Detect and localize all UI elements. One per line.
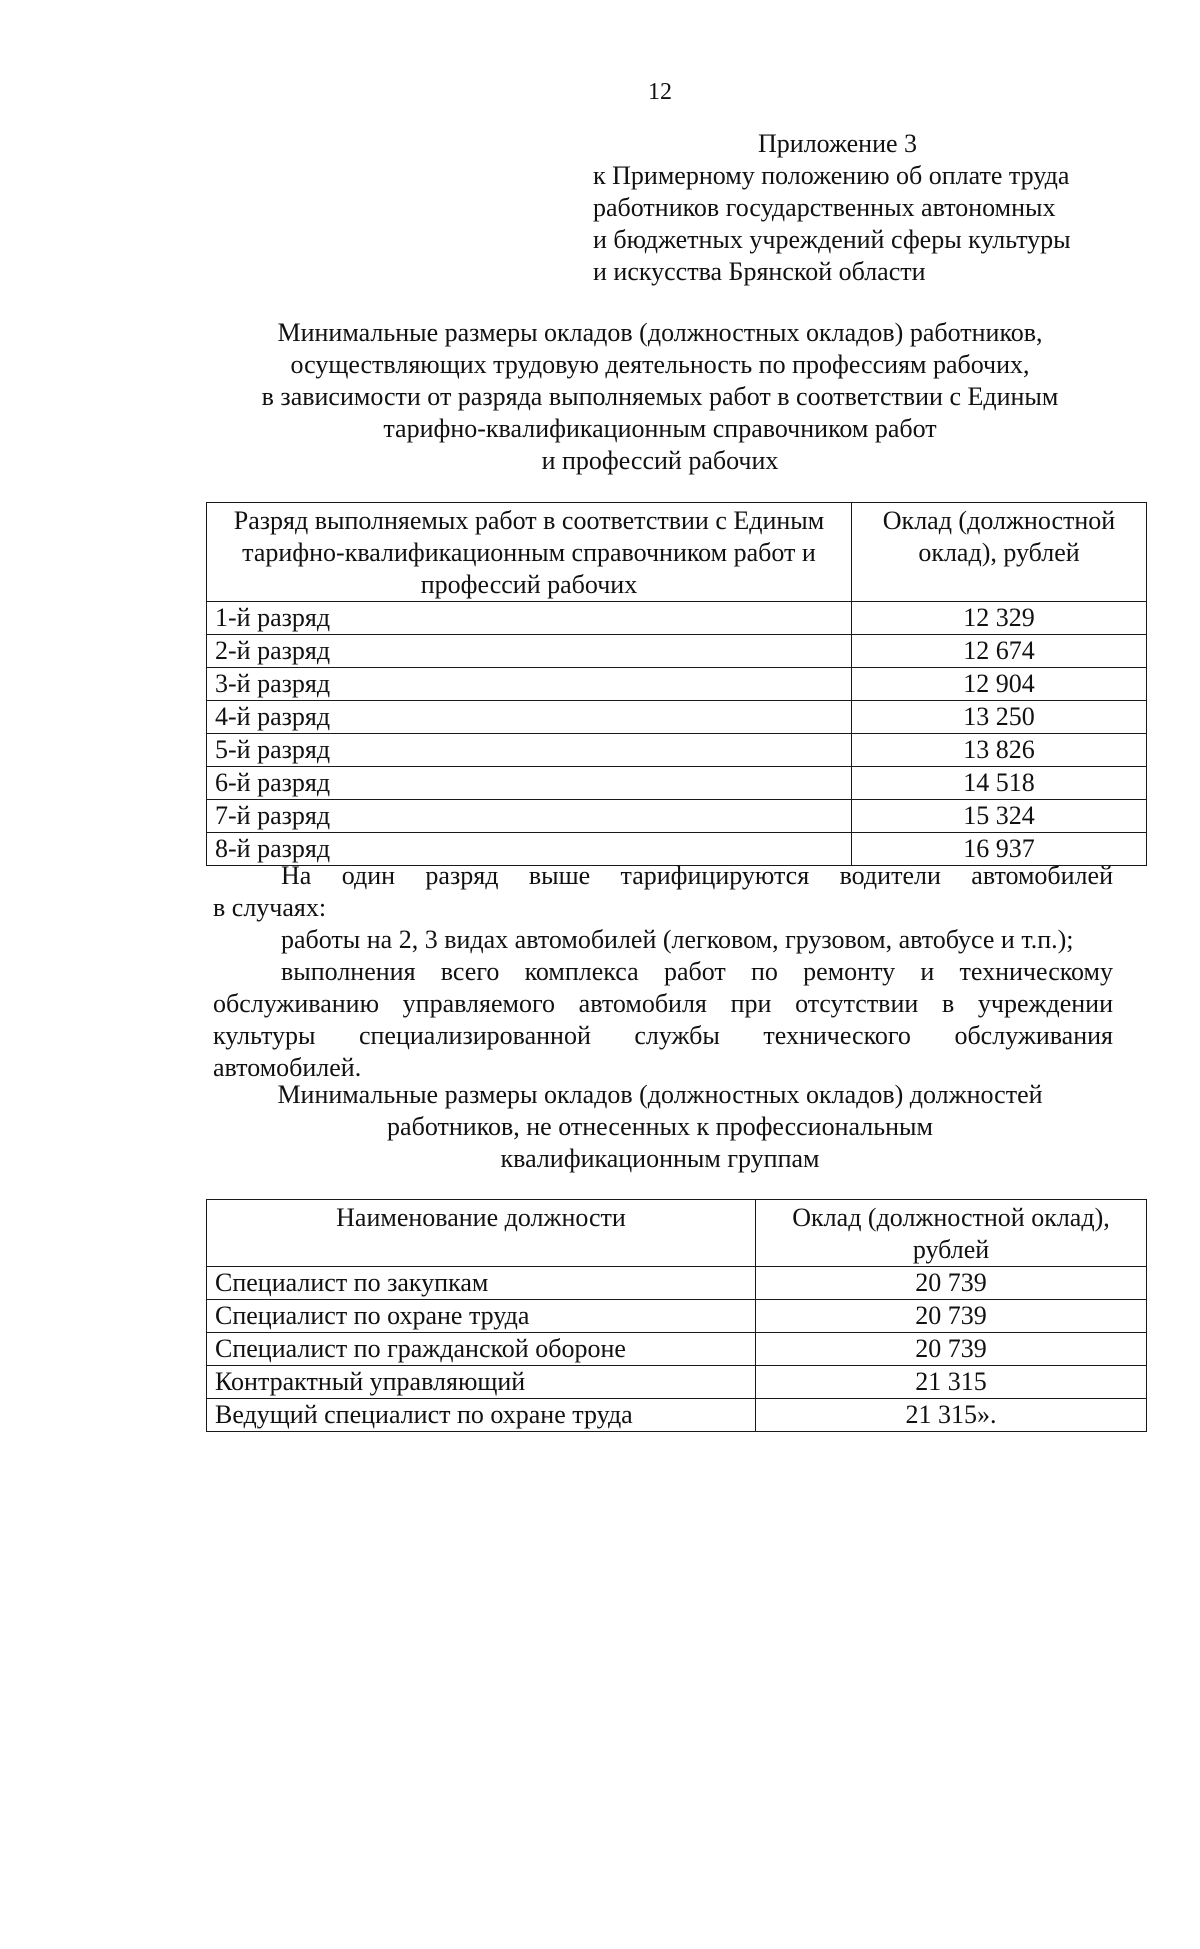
- position-cell: Ведущий специалист по охране труда: [207, 1399, 756, 1432]
- position-cell: Специалист по охране труда: [207, 1300, 756, 1333]
- grade-cell: 7-й разряд: [207, 800, 852, 833]
- table-row: [207, 1366, 1147, 1399]
- grade-salary-table: [206, 502, 1147, 866]
- column-header-salary: Оклад (должностной оклад), рублей: [756, 1200, 1147, 1267]
- page-number: 12: [648, 79, 672, 105]
- note-intro: На один разряд выше тарифицируются водители автомобилей: [281, 861, 1113, 890]
- section1-heading: [206, 317, 1114, 477]
- position-cell: Специалист по гражданской обороне: [207, 1333, 756, 1366]
- table-row: [207, 1300, 1147, 1333]
- grade-cell: 2-й разряд: [207, 635, 852, 668]
- note-item: работы на 2, 3 видах автомобилей (легковом, грузовом, автобусе и т.п.);: [281, 925, 1074, 954]
- table-row: [207, 701, 1147, 734]
- appendix-line: и бюджетных учреждений сферы культуры: [593, 225, 1071, 254]
- table-row: [207, 602, 1147, 635]
- salary-cell: 13 826: [852, 734, 1147, 767]
- column-header-salary: Оклад (должностной оклад), рублей: [852, 503, 1147, 602]
- heading-line: тарифно-квалификационным справочником работ: [383, 414, 937, 443]
- salary-cell: 12 904: [852, 668, 1147, 701]
- salary-cell: 20 739: [756, 1300, 1147, 1333]
- heading-line: Минимальные размеры окладов (должностных окладов) должностей: [277, 1080, 1043, 1109]
- heading-line: осуществляющих трудовую деятельность по профессиям рабочих,: [290, 350, 1030, 379]
- column-header-grade: Разряд выполняемых работ в соответствии с Единым тарифно-квалификационным справочником работ и профессий рабочих: [207, 503, 852, 602]
- note-intro-continuation: в случаях:: [213, 893, 327, 922]
- salary-cell: 14 518: [852, 767, 1147, 800]
- table-row: [207, 1399, 1147, 1432]
- salary-cell: 12 329: [852, 602, 1147, 635]
- heading-line: и профессий рабочих: [541, 446, 779, 475]
- heading-line: Минимальные размеры окладов (должностных окладов) работников,: [277, 318, 1043, 347]
- grade-cell: 3-й разряд: [207, 668, 852, 701]
- grade-cell: 4-й разряд: [207, 701, 852, 734]
- heading-line: работников, не отнесенных к профессиональным: [387, 1112, 933, 1141]
- salary-cell: 20 739: [756, 1333, 1147, 1366]
- salary-cell: 15 324: [852, 800, 1147, 833]
- salary-cell: 13 250: [852, 701, 1147, 734]
- salary-cell: 20 739: [756, 1267, 1147, 1300]
- drivers-note: [213, 860, 1113, 1084]
- table-row: [207, 800, 1147, 833]
- salary-cell: 12 674: [852, 635, 1147, 668]
- salary-cell: 21 315: [756, 1366, 1147, 1399]
- grade-cell: 8-й разряд: [207, 833, 852, 866]
- position-salary-table: [206, 1199, 1147, 1432]
- grade-cell: 1-й разряд: [207, 602, 852, 635]
- table-row: [207, 734, 1147, 767]
- appendix-line: к Примерному положению об оплате труда: [593, 161, 1070, 190]
- table-header-row: [207, 1200, 1147, 1267]
- section2-heading: [206, 1079, 1114, 1175]
- appendix-block: [593, 128, 1153, 288]
- appendix-title: Приложение 3: [758, 129, 918, 158]
- position-cell: Контрактный управляющий: [207, 1366, 756, 1399]
- table-row: [207, 1333, 1147, 1366]
- table-row: [207, 668, 1147, 701]
- appendix-line: и искусства Брянской области: [593, 257, 926, 286]
- heading-line: квалификационным группам: [500, 1144, 820, 1173]
- position-cell: Специалист по закупкам: [207, 1267, 756, 1300]
- heading-line: в зависимости от разряда выполняемых работ в соответствии с Единым: [261, 382, 1059, 411]
- note-item: выполнения всего комплекса работ по ремонту и техническому обслуживанию управляемого автомобиля при отсутствии в учреждении культуры специализированной службы технического обслуживания автомобилей.: [213, 957, 1113, 1082]
- appendix-line: работников государственных автономных: [593, 193, 1056, 222]
- table-row: [207, 767, 1147, 800]
- table-row: [207, 1267, 1147, 1300]
- table-header-row: [207, 503, 1147, 602]
- salary-cell: 16 937: [852, 833, 1147, 866]
- salary-cell: 21 315».: [756, 1399, 1147, 1432]
- table-row: [207, 635, 1147, 668]
- grade-cell: 5-й разряд: [207, 734, 852, 767]
- grade-cell: 6-й разряд: [207, 767, 852, 800]
- column-header-position: Наименование должности: [207, 1200, 756, 1267]
